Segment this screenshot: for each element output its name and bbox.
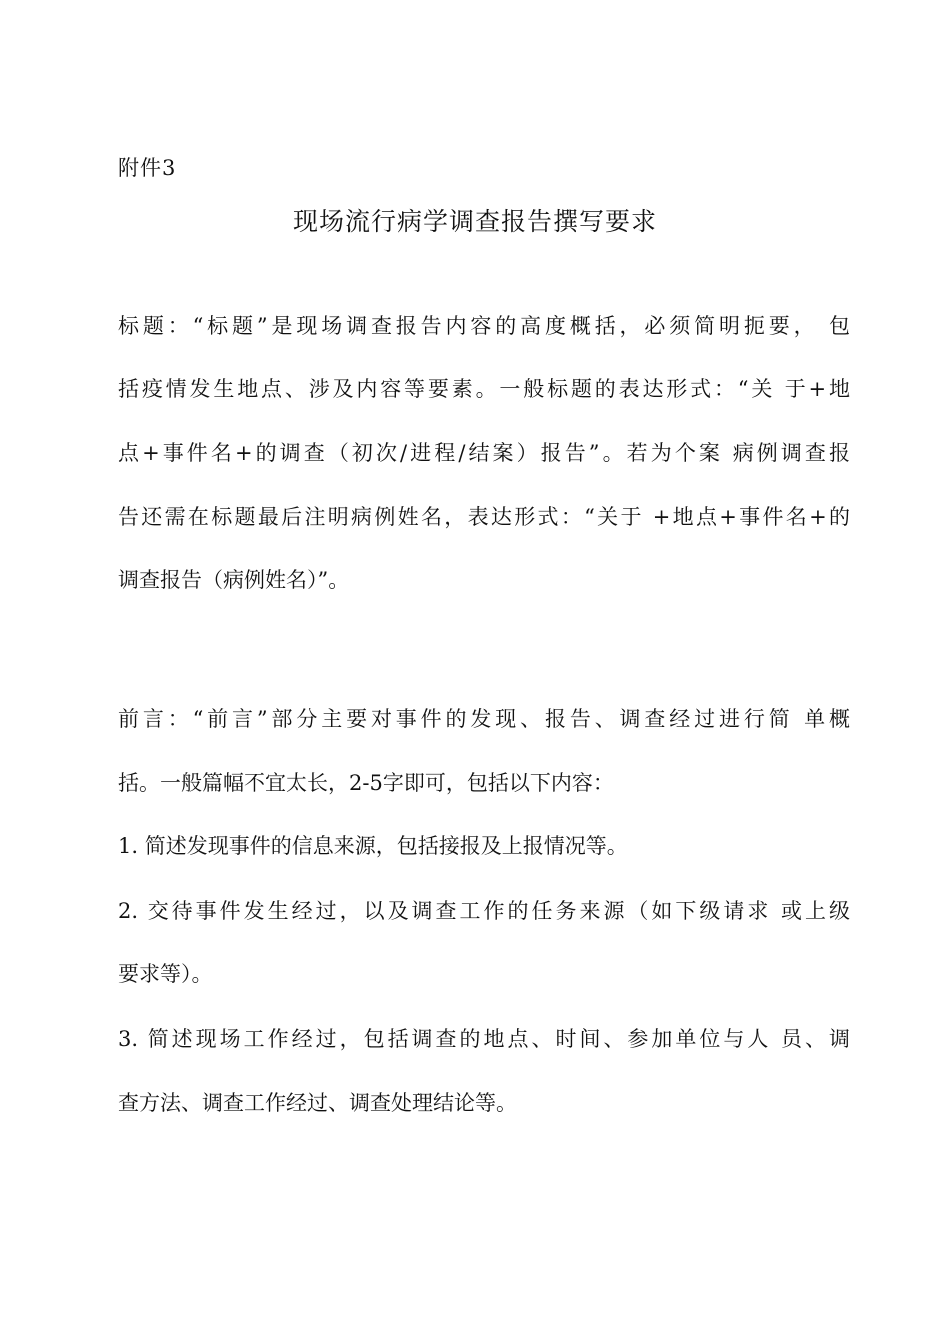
paragraph-line: 点+事件名+的调查（初次/进程/结案）报告”。若为个案 病例调查报 — [118, 441, 850, 465]
paragraph-line: 括疫情发生地点、涉及内容等要素。一般标题的表达形式：“关 于+地 — [118, 377, 850, 401]
list-item-2-continuation: 要求等）。 — [118, 962, 213, 986]
attachment-label: 附件3 — [118, 156, 177, 180]
paragraph-line: 括。一般篇幅不宜太长，2-5字即可，包括以下内容： — [118, 771, 614, 795]
paragraph-line: 调查报告（病例姓名）”。 — [118, 568, 350, 592]
paragraph-line: 前言：“前言”部分主要对事件的发现、报告、调查经过进行简 单概 — [118, 707, 850, 731]
list-item-1: 1. 简述发现事件的信息来源，包括接报及上报情况等。 — [118, 834, 628, 858]
document-title: 现场流行病学调查报告撰写要求 — [292, 207, 657, 236]
list-item-3-continuation: 查方法、调查工作经过、调查处理结论等。 — [118, 1091, 517, 1115]
paragraph-line: 告还需在标题最后注明病例姓名，表达形式：“关于 +地点+事件名+的 — [118, 505, 850, 529]
list-item-3: 3. 简述现场工作经过，包括调查的地点、时间、参加单位与人 员、调 — [118, 1027, 850, 1051]
list-item-2: 2. 交待事件发生经过，以及调查工作的任务来源（如下级请求 或上级 — [118, 899, 850, 923]
paragraph-line: 标题：“标题”是现场调查报告内容的高度概括，必须简明扼要， 包 — [118, 314, 850, 338]
